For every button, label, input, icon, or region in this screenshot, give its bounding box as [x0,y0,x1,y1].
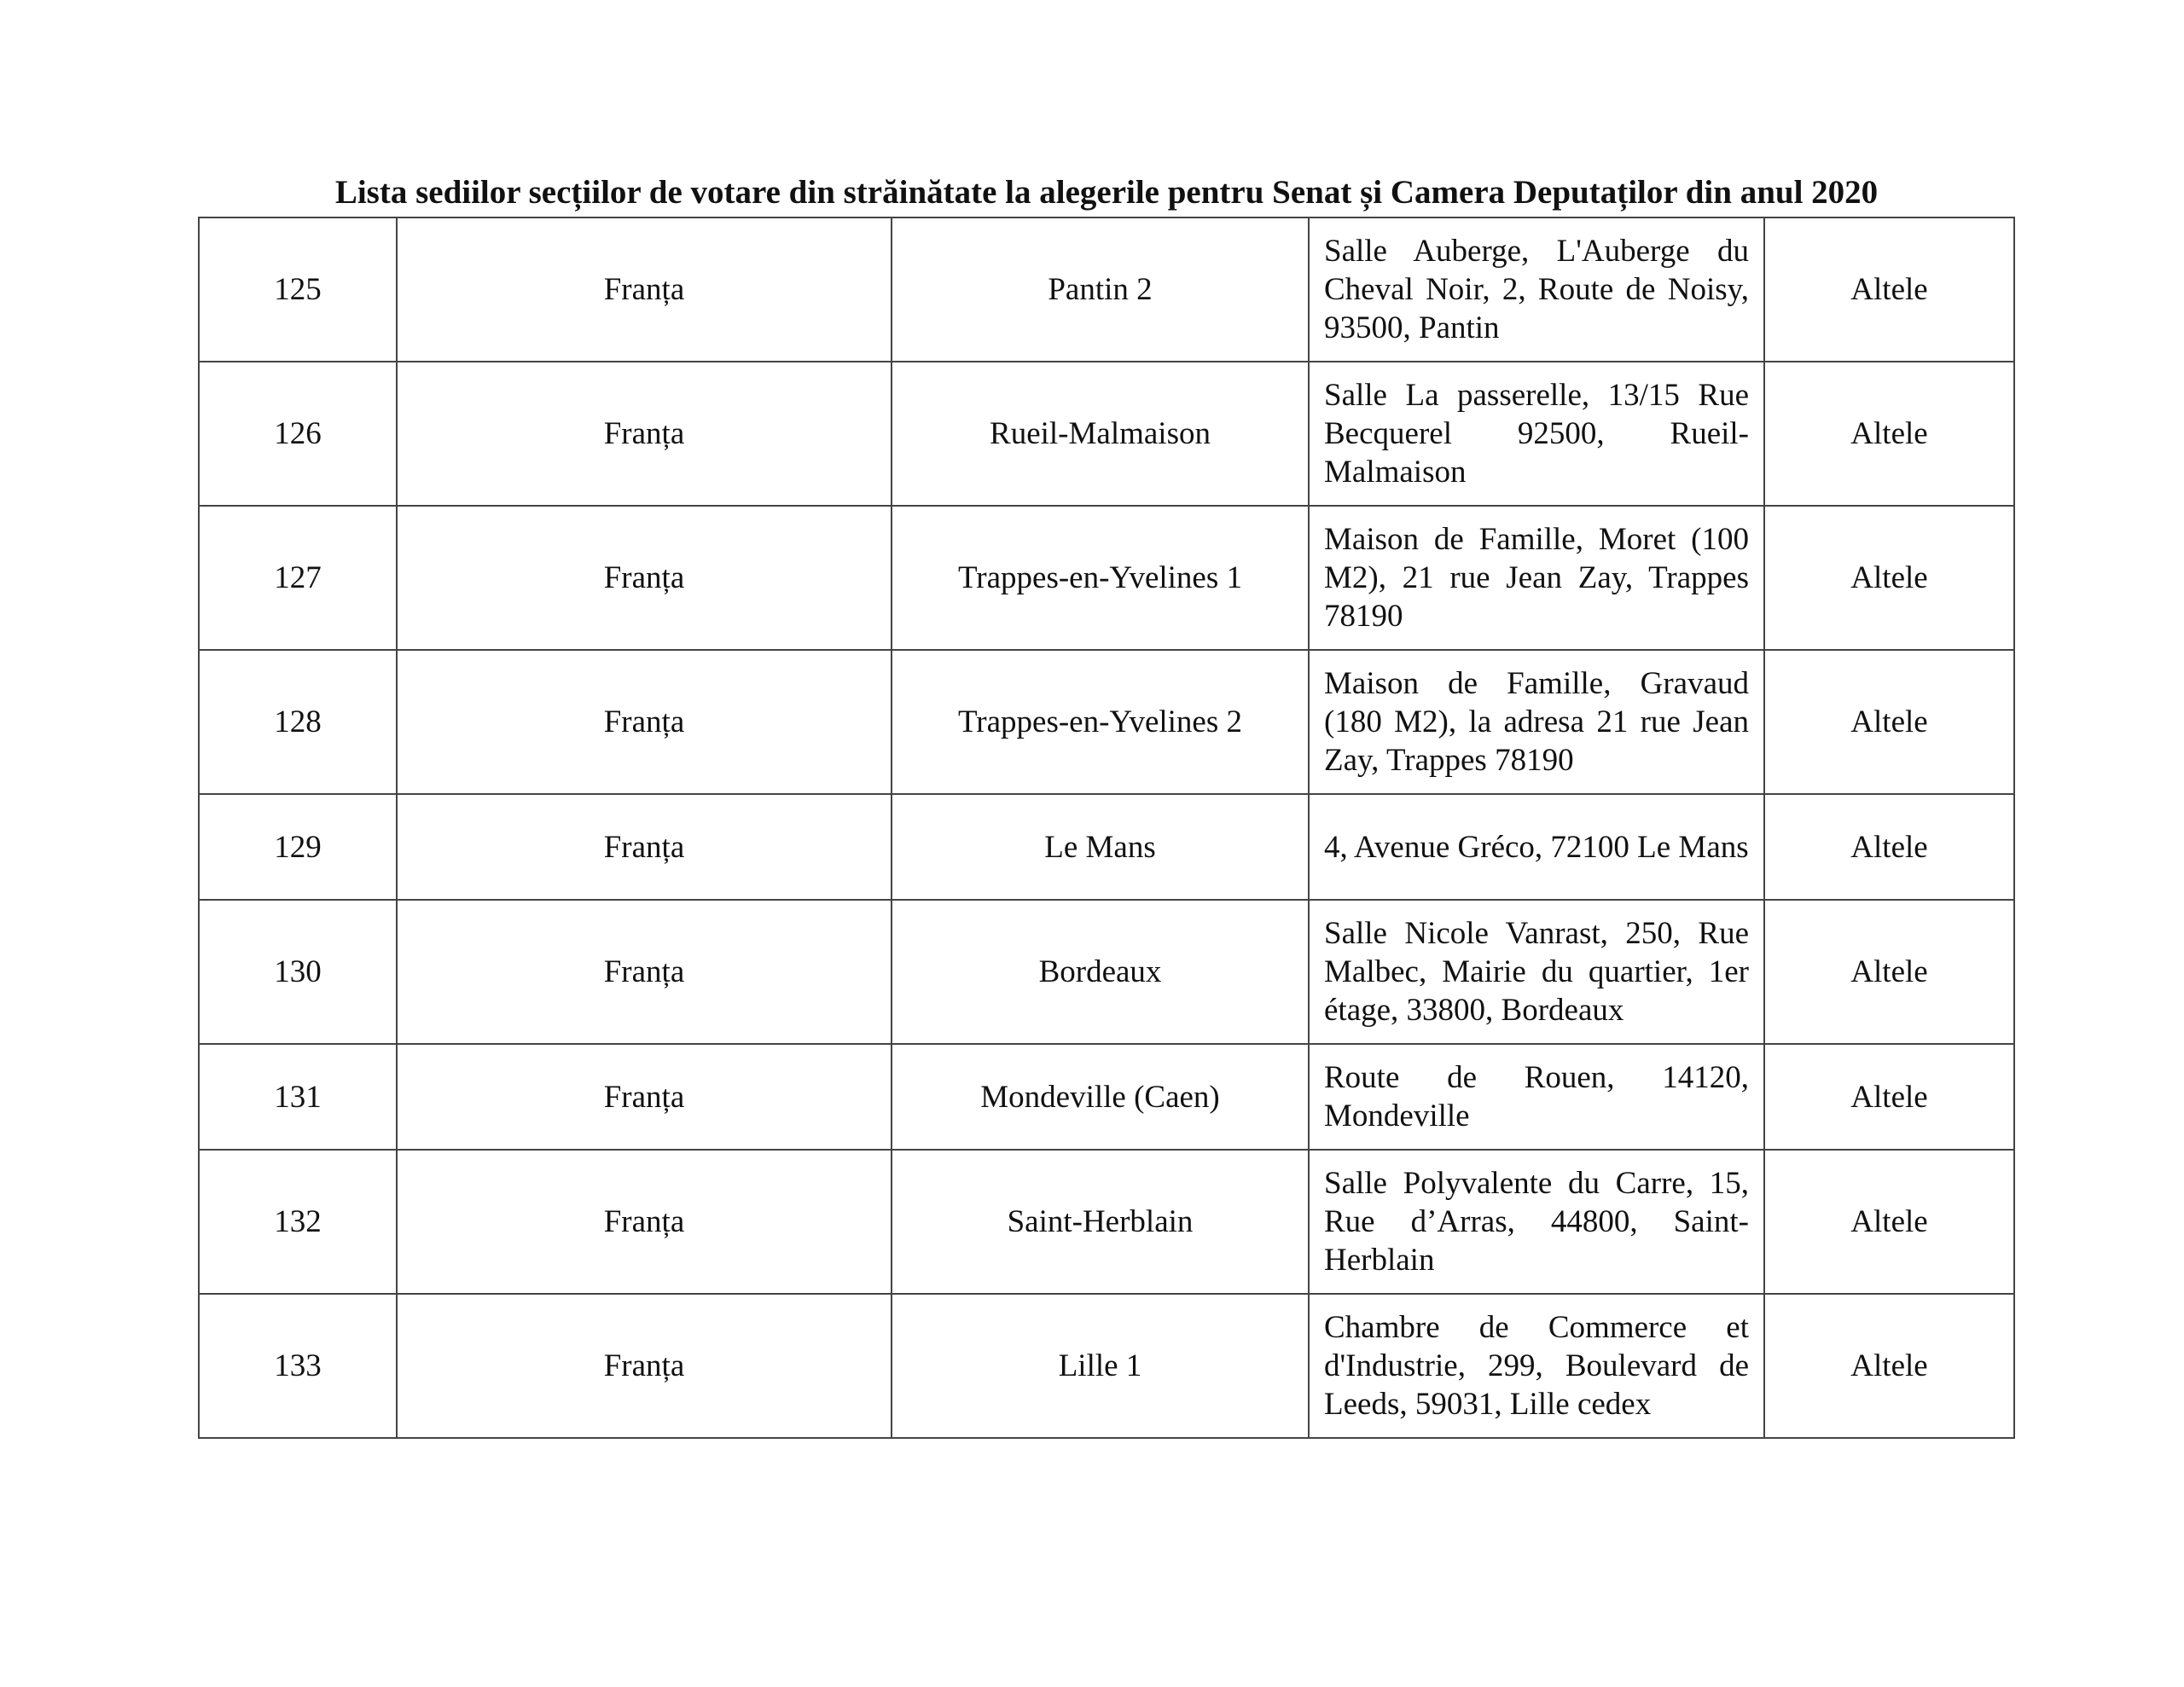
station-number: 132 [199,1150,397,1294]
station-type: Altele [1764,794,2014,900]
station-number: 128 [199,650,397,794]
station-country: Franța [397,794,892,900]
station-address: Salle Auberge, L'Auberge du Cheval Noir, 2, Route de Noisy, 93500, Pantin [1309,217,1764,362]
table-row [199,217,2014,362]
station-type: Altele [1764,1294,2014,1438]
station-country: Franța [397,1294,892,1438]
station-type: Altele [1764,506,2014,650]
station-address: Maison de Famille, Gravaud (180 M2), la adresa 21 rue Jean Zay, Trappes 78190 [1309,650,1764,794]
station-locality: Rueil-Malmaison [892,362,1309,506]
station-address: Salle Polyvalente du Carre, 15, Rue d’Arras, 44800, Saint-Herblain [1309,1150,1764,1294]
station-country: Franța [397,1044,892,1150]
station-number: 133 [199,1294,397,1438]
station-type: Altele [1764,362,2014,506]
station-country: Franța [397,362,892,506]
page-title: Lista sediilor secțiilor de votare din străinătate la alegerile pentru Senat și Camera Deputaților din anul 2020 [334,174,1879,211]
station-type: Altele [1764,900,2014,1044]
table-row [199,900,2014,1044]
station-address: Salle La passerelle, 13/15 Rue Becquerel 92500, Rueil-Malmaison [1309,362,1764,506]
station-number: 126 [199,362,397,506]
station-locality: Lille 1 [892,1294,1309,1438]
station-number: 129 [199,794,397,900]
station-locality: Mondeville (Caen) [892,1044,1309,1150]
station-address: Route de Rouen, 14120, Mondeville [1309,1044,1764,1150]
station-number: 130 [199,900,397,1044]
station-address: Maison de Famille, Moret (100 M2), 21 rue Jean Zay, Trappes 78190 [1309,506,1764,650]
station-number: 127 [199,506,397,650]
table-row [199,506,2014,650]
polling-stations-table [198,217,2015,1439]
station-address: Salle Nicole Vanrast, 250, Rue Malbec, Mairie du quartier, 1er étage, 33800, Bordeaux [1309,900,1764,1044]
station-country: Franța [397,506,892,650]
station-country: Franța [397,650,892,794]
table-row [199,362,2014,506]
station-type: Altele [1764,217,2014,362]
station-number: 131 [199,1044,397,1150]
station-address: 4, Avenue Gréco, 72100 Le Mans [1309,794,1764,900]
station-country: Franța [397,900,892,1044]
station-locality: Bordeaux [892,900,1309,1044]
station-address: Chambre de Commerce et d'Industrie, 299, Boulevard de Leeds, 59031, Lille cedex [1309,1294,1764,1438]
station-locality: Trappes-en-Yvelines 2 [892,650,1309,794]
table-row [199,1150,2014,1294]
table-row [199,1294,2014,1438]
station-type: Altele [1764,1044,2014,1150]
station-country: Franța [397,1150,892,1294]
station-locality: Le Mans [892,794,1309,900]
table-row [199,1044,2014,1150]
table-row [199,794,2014,900]
table-row [199,650,2014,794]
station-locality: Saint-Herblain [892,1150,1309,1294]
station-locality: Pantin 2 [892,217,1309,362]
station-locality: Trappes-en-Yvelines 1 [892,506,1309,650]
station-number: 125 [199,217,397,362]
station-country: Franța [397,217,892,362]
station-type: Altele [1764,1150,2014,1294]
station-type: Altele [1764,650,2014,794]
